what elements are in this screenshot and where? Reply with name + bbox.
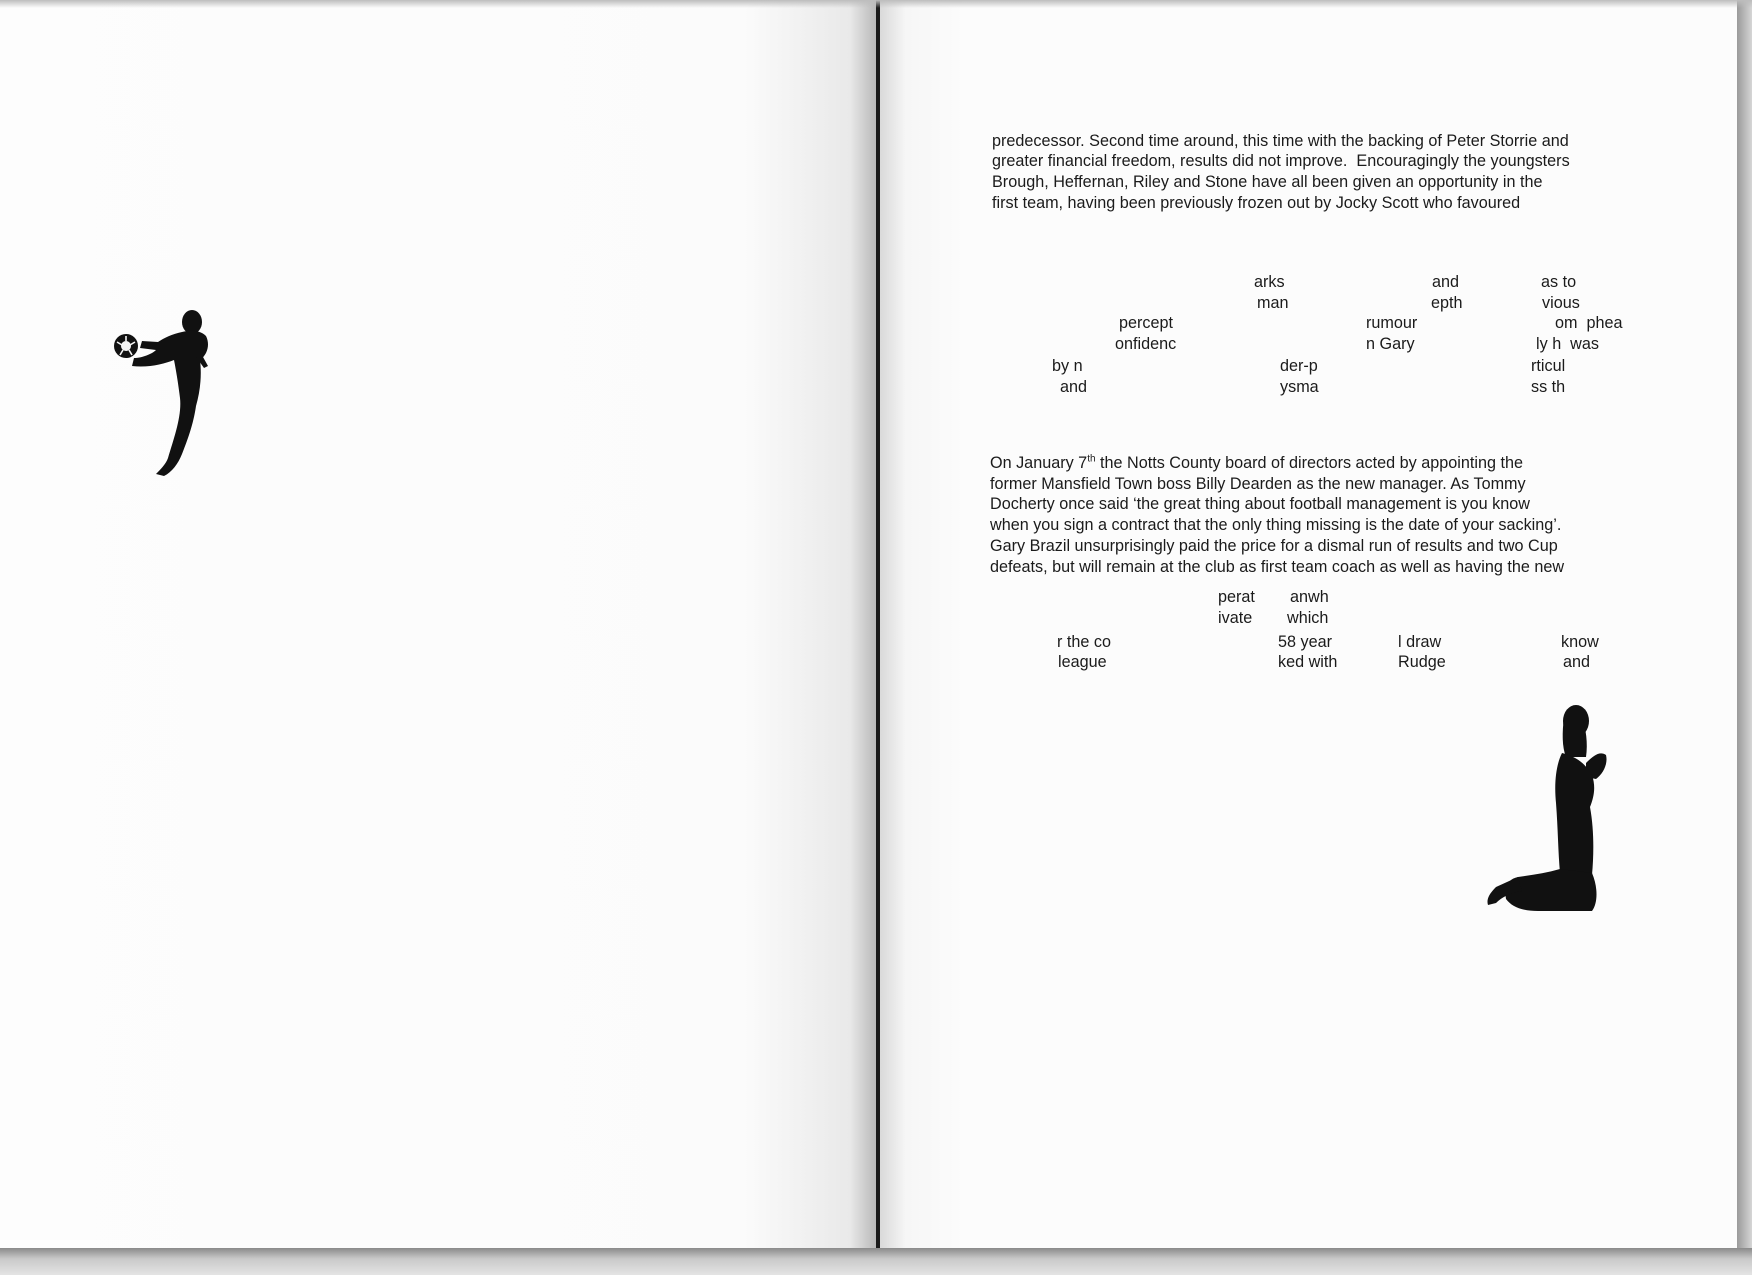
paragraph-2-line-1: [990, 453, 1523, 474]
fragment: der-p: [1280, 357, 1318, 375]
fragment: ss th: [1531, 378, 1566, 396]
fragment: ysma: [1280, 378, 1319, 396]
fragment: as to: [1541, 273, 1577, 291]
fragment: man: [1257, 294, 1289, 312]
bottom-edge-shadow: [0, 1248, 1752, 1275]
top-edge-shadow: [0, 0, 1752, 8]
fragment: anwh: [1290, 588, 1329, 606]
fragment: epth: [1431, 294, 1463, 312]
right-page: [880, 0, 1737, 1252]
fragment: know: [1561, 633, 1599, 651]
fragment: 58 year: [1278, 633, 1332, 651]
fragment: and: [1432, 273, 1460, 291]
fragment: Rudge: [1398, 653, 1446, 671]
fragment: by n: [1052, 357, 1083, 375]
fragment: rumour: [1366, 314, 1418, 332]
fragment: league: [1058, 653, 1107, 671]
paragraph-1-line-1: predecessor. Second time around, this time with the backing of Peter Storrie and: [992, 132, 1569, 150]
paragraph-2-line-5: Gary Brazil unsurprisingly paid the price for a dismal run of results and two Cup: [990, 537, 1558, 555]
fragment: n Gary: [1366, 335, 1415, 353]
fragment: om phea: [1555, 314, 1623, 332]
ordinal-suffix: th: [1087, 453, 1096, 465]
fragment: and: [1060, 378, 1088, 396]
paragraph-1-line-4: first team, having been previously frozen out by Jocky Scott who favoured: [992, 194, 1521, 212]
paragraph-2-line-6: defeats, but will remain at the club as first team coach as well as having the new: [990, 558, 1565, 576]
footballer-silhouette-icon: [112, 308, 222, 480]
fragment: onfidenc: [1115, 335, 1177, 353]
fragment: l draw: [1398, 633, 1442, 651]
paragraph-2-line-3: Docherty once said ‘the great thing about football management is you know: [990, 495, 1530, 513]
paragraph-2-line-1-pre: On January 7: [990, 454, 1088, 472]
fragment: ivate: [1218, 609, 1253, 627]
fragment: arks: [1254, 273, 1285, 291]
paragraph-2-line-2: former Mansfield Town boss Billy Dearden as the new manager. As Tommy: [990, 475, 1526, 493]
fragment: ked with: [1278, 653, 1338, 671]
paragraph-2-line-1-post: the Notts County board of directors acted by appointing the: [1095, 454, 1523, 472]
fragment: which: [1287, 609, 1329, 627]
fragment: ly h was: [1536, 335, 1599, 353]
fragment: vious: [1542, 294, 1580, 312]
fragment: rticul: [1531, 357, 1566, 375]
fragment: r the co: [1057, 633, 1111, 651]
fragment: perat: [1218, 588, 1255, 606]
kneeling-figure-silhouette-icon: [1482, 703, 1618, 923]
fragment: percept: [1119, 314, 1173, 332]
fragment: and: [1563, 653, 1591, 671]
paragraph-1-line-3: Brough, Heffernan, Riley and Stone have all been given an opportunity in the: [992, 173, 1543, 191]
paragraph-2-line-4: when you sign a contract that the only thing missing is the date of your sacking’.: [990, 516, 1562, 534]
paragraph-1-line-2: greater financial freedom, results did not improve. Encouragingly the youngsters: [992, 152, 1570, 170]
page-edge: [1737, 0, 1752, 1252]
left-page: [0, 0, 876, 1252]
